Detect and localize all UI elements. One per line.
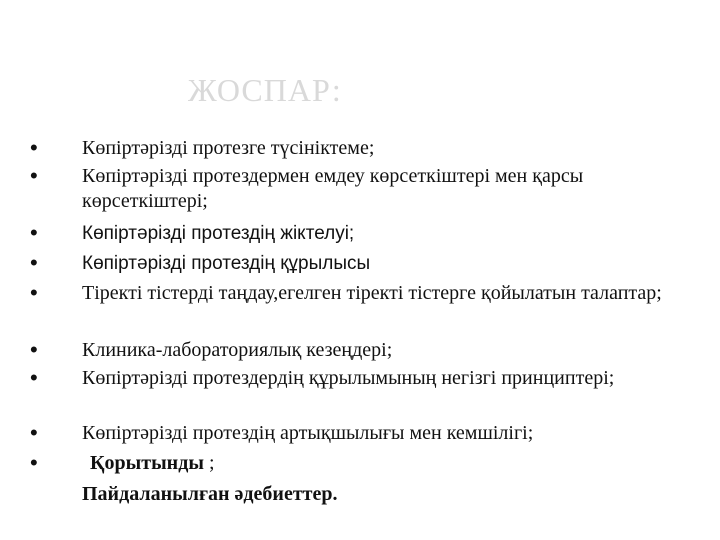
- bullet-icon: •: [30, 420, 38, 445]
- slide-title: ЖОСПАР:: [188, 72, 342, 108]
- bullet-icon: •: [30, 135, 38, 160]
- bullet-icon: •: [30, 337, 38, 362]
- bullet-icon: •: [30, 450, 38, 475]
- list-item-text: Көпіртәрізді протездің құрылысы: [82, 253, 371, 274]
- list-item-text: [90, 451, 715, 476]
- bullet-icon: •: [30, 163, 38, 188]
- bullet-icon: •: [30, 280, 38, 305]
- list-item-text: Көпіртәрізді протездердің құрылымының негізгі принциптері;: [82, 367, 615, 389]
- conclusion-label: Қорытынды: [90, 452, 204, 474]
- bullet-icon: •: [30, 250, 38, 275]
- bullet-icon: •: [30, 220, 38, 245]
- list-item-text: Көпіртәрізді протезге түсініктеме;: [82, 137, 375, 159]
- list-item-text: Клиника-лабораториялық кезеңдері;: [82, 339, 393, 361]
- list-item-text: Тіректі тістерді таңдау,егелген тіректі тістерге қойылатын талаптар;: [82, 282, 662, 304]
- list-item-text: Көпіртәрізді протездермен емдеу көрсеткіштері мен қарсы көрсеткіштері;: [82, 165, 584, 212]
- bullet-icon: •: [30, 365, 38, 390]
- references-line: Пайдаланылған әдебиеттер.: [82, 483, 338, 505]
- list-item-text: Көпіртәрізді протездің артықшылығы мен кемшілігі;: [82, 422, 534, 444]
- list-item-text: Көпіртәрізді протездің жіктелуі;: [82, 223, 355, 244]
- conclusion-suffix: ;: [203, 452, 215, 474]
